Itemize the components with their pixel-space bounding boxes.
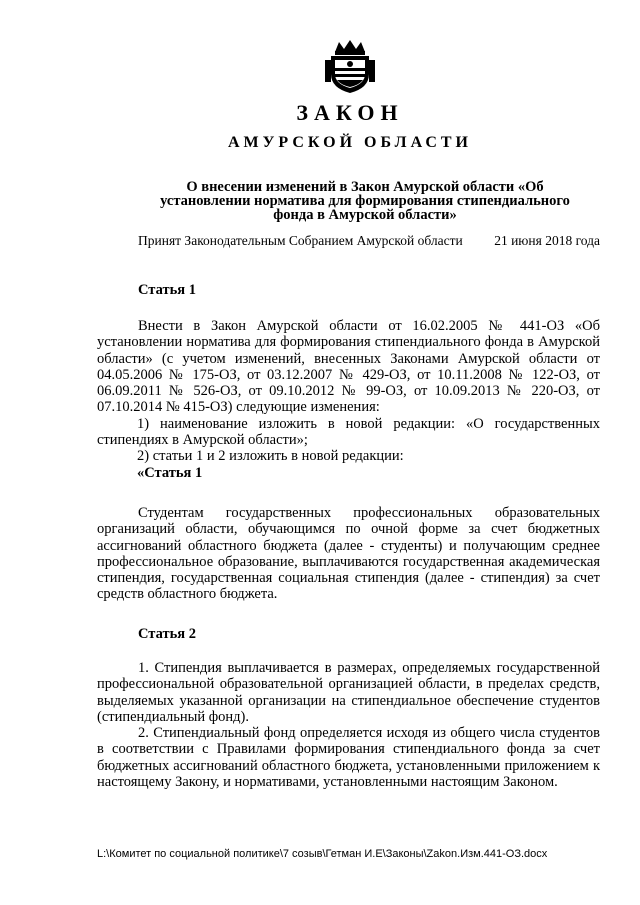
quoted-article-1-text: Студентам государственных профессиональных образовательных организаций области, обучающимся по очной форме за счет бюджетных ассигнований областного бюджета (далее - студенты) и получающим среднее профессиональное образование, выплачиваются государственная академическая стипендия, государственная социальная стипендия (далее - стипендия) за счет средств областного бюджета. bbox=[97, 505, 600, 603]
adoption-text: Принят Законодательным Собранием Амурской области bbox=[138, 233, 463, 248]
law-title: ЗАКОН bbox=[296, 100, 404, 125]
coat-of-arms-icon bbox=[325, 38, 375, 94]
file-path-footer: L:\Комитет по социальной политике\7 созыв\Гетман И.Е\Законы\Zakon.Изм.441-ОЗ.docx bbox=[97, 848, 548, 860]
article-1-item-2: 2) статьи 1 и 2 изложить в новой редакции: bbox=[137, 448, 404, 465]
article-1-title: Статья 1 bbox=[138, 282, 196, 298]
article-1-intro: Внести в Закон Амурской области от 16.02.2005 № 441-ОЗ «Об установлении норматива для формирования стипендиального фонда в Амурской области» (с учетом изменений, внесенных Законами Амурской области от 04.05.2006 № 175-ОЗ, от 03.12.2007 № 429-ОЗ, от 10.11.2008 № 122-ОЗ, от 06.09.2011 № 526-ОЗ, от 09.10.2012 № 99-ОЗ, от 10.09.2013 № 220-ОЗ, от 07.10.2014 № 415-ОЗ) следующие изменения: bbox=[97, 318, 600, 416]
article-2-title: Статья 2 bbox=[138, 626, 196, 642]
adoption-line bbox=[138, 233, 600, 249]
adoption-date: 21 июня 2018 года bbox=[494, 233, 600, 248]
region-title: АМУРСКОЙ ОБЛАСТИ bbox=[228, 134, 472, 151]
article-2-body bbox=[97, 660, 600, 790]
document-heading: О внесении изменений в Закон Амурской области «Об установлении норматива для формирования стипендиального фонда в Амурской области» bbox=[160, 179, 570, 223]
quoted-article-1-body bbox=[97, 505, 600, 603]
article-2-paragraph-1: 1. Стипендия выплачивается в размерах, определяемых государственной профессиональной образовательной организацией области, в пределах средств, выделяемых указанной организации на стипендиальное обеспечение студентов (стипендиальный фонд). bbox=[97, 660, 600, 725]
article-2-paragraph-2: 2. Стипендиальный фонд определяется исходя из общего числа студентов в соответствии с Правилами формирования стипендиального фонда за счет бюджетных ассигнований областного бюджета, установленными приложением к настоящему Закону, и нормативами, установленными настоящим Законом. bbox=[97, 725, 600, 791]
quoted-article-1-title: «Статья 1 bbox=[137, 464, 203, 481]
article-1-body bbox=[97, 318, 600, 481]
article-1-item-1: 1) наименование изложить в новой редакции: «О государственных стипендиях в Амурской области»; bbox=[97, 415, 600, 449]
